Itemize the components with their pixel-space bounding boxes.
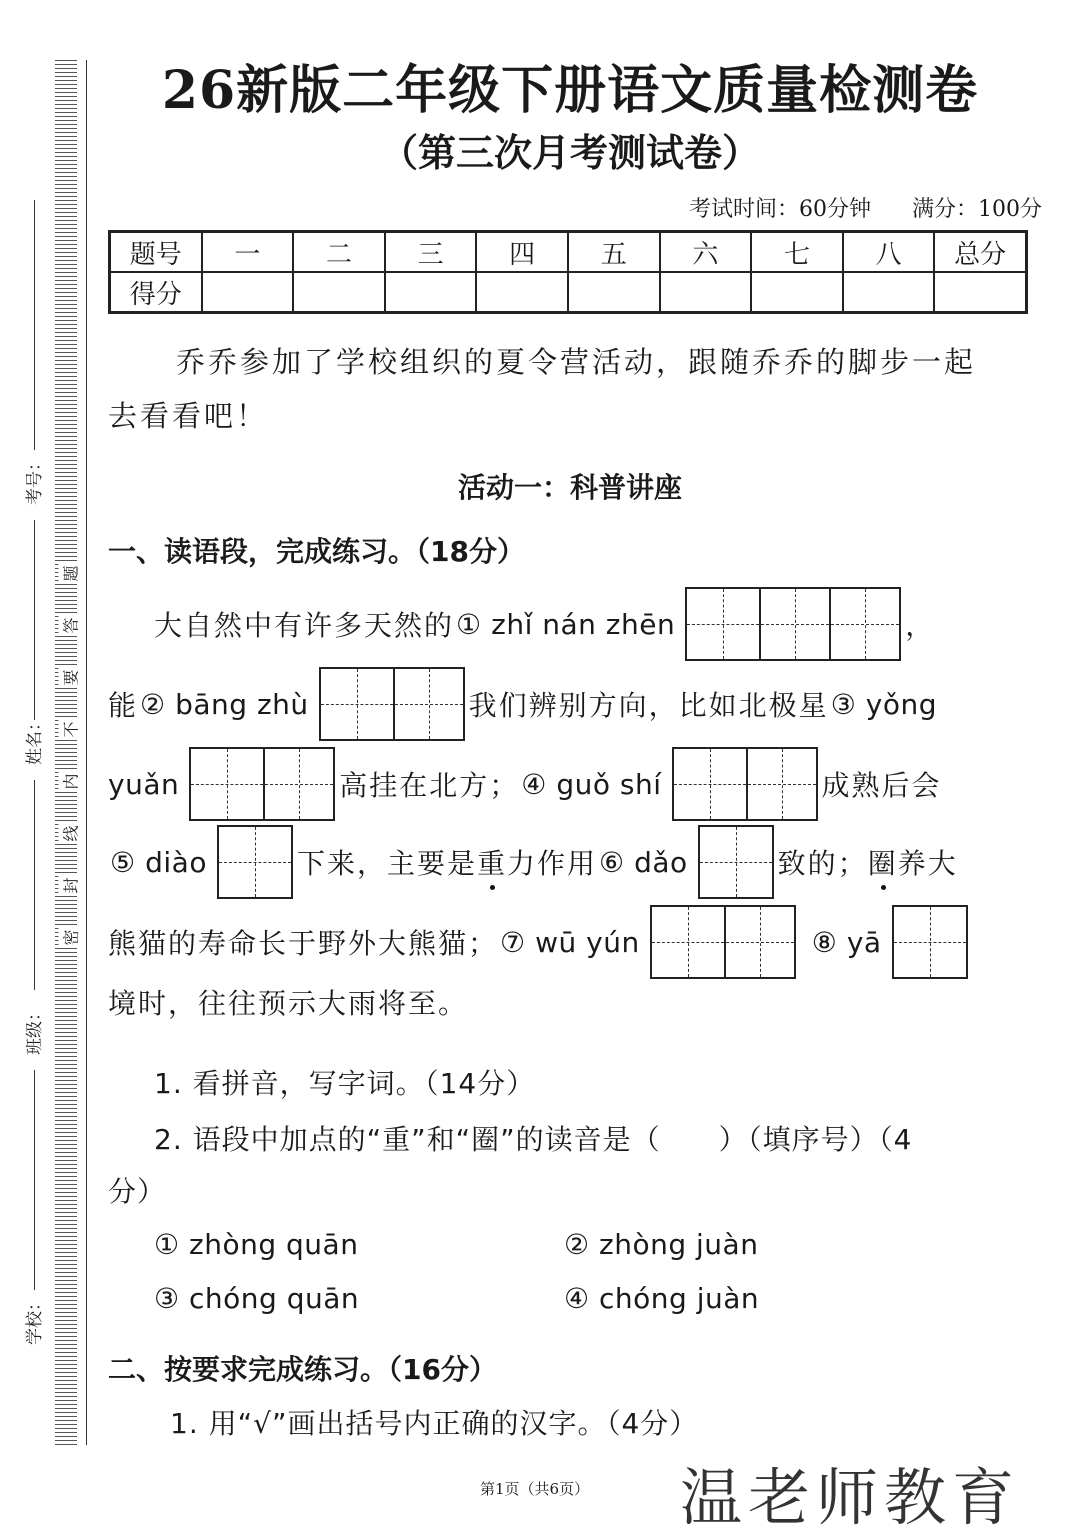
score-cell: 总分 — [934, 232, 1026, 273]
writing-grid-2[interactable] — [319, 667, 465, 741]
score-cell: 八 — [843, 232, 935, 273]
writing-grid-2[interactable] — [650, 905, 796, 979]
pinyin: diào — [145, 845, 207, 879]
seal-char: 答 — [59, 616, 82, 636]
score-input-cell[interactable] — [568, 272, 660, 313]
pinyin: yuǎn — [108, 767, 180, 801]
score-table-score-row — [110, 272, 1027, 313]
full-score: 满分：100分 — [912, 197, 1042, 222]
blank-number: ③ — [830, 687, 858, 721]
option-2[interactable] — [564, 1228, 758, 1261]
exam-time: 考试时间：60分钟 — [689, 197, 871, 222]
score-input-cell[interactable] — [385, 272, 477, 313]
passage-line-6: 境时，往往预示大雨将至。 — [108, 987, 469, 1020]
blank-number: ⑦ — [500, 925, 528, 959]
option-number: ② — [564, 1228, 590, 1261]
score-cell: 二 — [293, 232, 385, 273]
question-1-1: 1. 看拼音，写字词。（14分） — [154, 1067, 536, 1100]
seal-char: 要 — [59, 668, 82, 688]
score-input-cell[interactable] — [293, 272, 385, 313]
score-input-cell[interactable] — [751, 272, 843, 313]
passage-text: 力作用 — [506, 847, 597, 880]
option-number: ① — [154, 1228, 180, 1261]
score-cell: 五 — [568, 232, 660, 273]
passage-text: 下来，主要是 — [296, 847, 477, 880]
brand-watermark: 温老师教育 — [680, 1461, 1021, 1534]
exam-no-line — [34, 200, 35, 450]
score-input-cell[interactable] — [934, 272, 1026, 313]
score-cell: 七 — [751, 232, 843, 273]
name-label: 姓名： — [25, 714, 45, 765]
passage-line-4 — [108, 832, 958, 892]
passage-line-2 — [108, 674, 943, 734]
score-cell: 六 — [660, 232, 752, 273]
seal-char: 线 — [59, 824, 82, 844]
option-number: ④ — [564, 1282, 590, 1315]
pinyin: guǒ shí — [556, 767, 662, 801]
exam-no-label: 考号： — [25, 454, 45, 505]
school-label: 学校： — [25, 1294, 45, 1345]
writing-grid-2[interactable] — [672, 747, 818, 821]
score-cell: 四 — [476, 232, 568, 273]
pinyin: bāng zhù — [175, 687, 309, 721]
score-table — [108, 230, 1028, 314]
intro-line-2: 去看看吧！ — [108, 399, 269, 433]
pinyin: zhǐ nán zhēn — [491, 607, 676, 641]
page-footer: 第1页（共6页） — [480, 1480, 590, 1498]
question-2-1: 1. 用“√”画出括号内正确的汉字。（4分） — [170, 1407, 699, 1440]
writing-grid-1[interactable] — [892, 905, 968, 979]
writing-grid-3[interactable] — [685, 587, 901, 661]
score-input-cell[interactable] — [202, 272, 294, 313]
passage-text: 我们辨别方向，比如北极星 — [468, 689, 829, 722]
option-3[interactable] — [154, 1282, 359, 1315]
option-1[interactable] — [154, 1228, 358, 1261]
passage-text: 大自然中有许多天然的 — [154, 609, 455, 642]
writing-grid-1[interactable] — [217, 825, 293, 899]
seal-char: 题 — [59, 564, 82, 584]
passage-text: 熊猫的寿命长于野外大熊猫； — [108, 927, 499, 960]
score-cell: 题号 — [110, 232, 202, 273]
blank-number: ⑧ — [811, 925, 839, 959]
writing-grid-2[interactable] — [189, 747, 335, 821]
passage-text: 高挂在北方； — [339, 769, 520, 802]
page-subtitle: （第三次月考测试卷） — [379, 130, 760, 175]
blank-number: ⑥ — [599, 845, 627, 879]
passage-text: 致的； — [777, 847, 868, 880]
passage-text: 成熟后会 — [821, 769, 942, 802]
writing-grid-1[interactable] — [698, 825, 774, 899]
score-row-label: 得分 — [110, 272, 202, 313]
question-1-2: 2. 语段中加点的“重”和“圈”的读音是（ ）（填序号）（4 — [154, 1123, 913, 1156]
score-cell: 三 — [385, 232, 477, 273]
dotted-char-quan: 圈 — [868, 842, 898, 882]
option-text: zhòng quān — [189, 1228, 359, 1261]
blank-number: ① — [456, 607, 484, 641]
score-input-cell[interactable] — [660, 272, 752, 313]
option-number: ③ — [154, 1282, 180, 1315]
passage-line-5 — [108, 912, 972, 972]
question-1-2-cont: 分） — [108, 1175, 167, 1208]
passage-text: ， — [905, 609, 936, 642]
school-line — [34, 1070, 35, 1290]
intro-line-1: 乔乔参加了学校组织的夏令营活动，跟随乔乔的脚步一起 — [176, 345, 977, 379]
blank-number: ⑤ — [110, 845, 138, 879]
class-line — [34, 780, 35, 990]
binding-ruler — [55, 60, 77, 1445]
binding-line — [86, 60, 87, 1445]
name-line — [34, 520, 35, 720]
blank-number: ② — [140, 687, 168, 721]
score-table-header-row — [110, 232, 1027, 273]
dotted-char-zhong: 重 — [477, 842, 507, 882]
blank-number: ④ — [521, 767, 549, 801]
page-title: 26新版二年级下册语文质量检测卷 — [161, 60, 979, 121]
passage-line-1 — [154, 594, 935, 654]
section2-heading: 二、按要求完成练习。（16分） — [108, 1353, 497, 1386]
class-label: 班级： — [25, 1004, 45, 1055]
score-input-cell[interactable] — [843, 272, 935, 313]
section1-heading: 一、读语段，完成练习。（18分） — [108, 535, 525, 568]
pinyin: yǒng — [865, 687, 938, 721]
passage-line-3 — [108, 754, 942, 814]
seal-char: 密 — [59, 928, 82, 948]
score-input-cell[interactable] — [476, 272, 568, 313]
option-text: chóng juàn — [599, 1282, 760, 1315]
passage-text: 能 — [108, 689, 139, 722]
pinyin: wū yún — [535, 925, 640, 959]
option-text: zhòng juàn — [599, 1228, 759, 1261]
activity-heading: 活动一：科普讲座 — [457, 471, 682, 504]
seal-char: 不 — [59, 720, 82, 740]
exam-info — [655, 192, 1042, 223]
option-text: chóng quān — [189, 1282, 360, 1315]
score-cell: 一 — [202, 232, 294, 273]
pinyin: dǎo — [634, 845, 688, 879]
pinyin: yā — [846, 925, 882, 959]
seal-char: 封 — [59, 876, 82, 896]
passage-text: 养大 — [897, 847, 958, 880]
seal-char: 内 — [59, 772, 82, 792]
option-4[interactable] — [564, 1282, 759, 1315]
